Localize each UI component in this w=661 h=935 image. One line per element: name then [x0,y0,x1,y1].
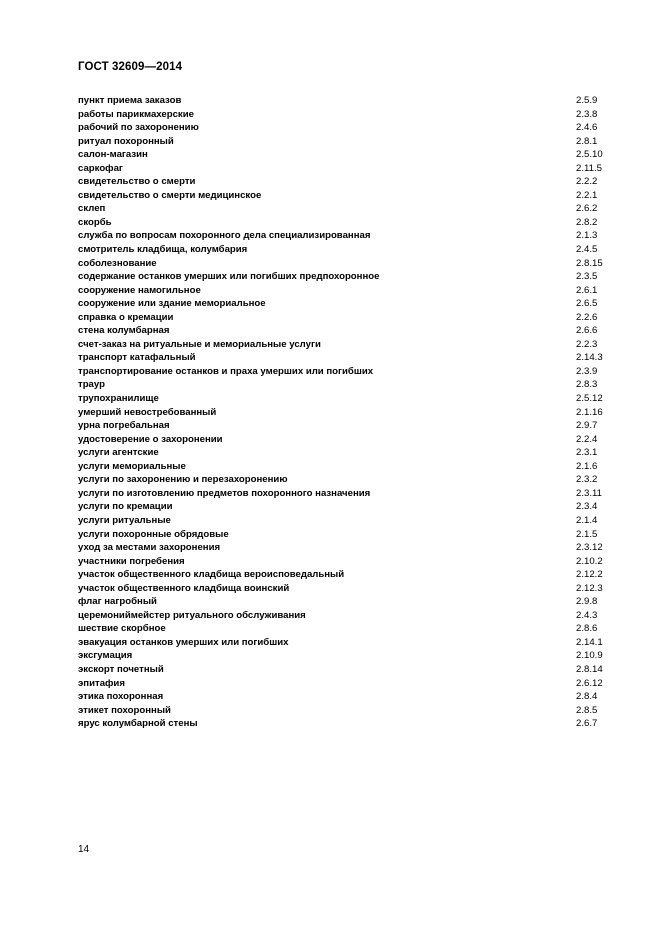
index-term: смотритель кладбища, колумбария [78,244,248,256]
index-term: услуги по изготовлению предметов похоронного назначения [78,487,371,499]
index-reference: 2.6.6 [576,325,598,337]
index-entry [78,487,618,501]
index-term: салон-магазин [78,149,148,161]
index-term: экскорт почетный [78,663,164,675]
index-entry [78,528,618,542]
index-entry [78,636,618,650]
index-reference: 2.14.1 [576,636,603,648]
index-entry [78,419,618,433]
index-term: склеп [78,203,106,215]
index-entry [78,243,618,257]
index-term: соболезнование [78,257,157,269]
index-term: этика похоронная [78,691,164,703]
index-entry [78,108,618,122]
index-entry [78,202,618,216]
index-reference: 2.4.6 [576,122,598,134]
alphabetical-index [78,94,618,731]
index-entry [78,704,618,718]
index-entry [78,324,618,338]
index-entry [78,555,618,569]
index-entry [78,121,618,135]
index-term: участники погребения [78,555,185,567]
index-term: церемониймейстер ритуального обслуживания [78,609,306,621]
index-entry [78,311,618,325]
index-term: содержание останков умерших или погибших предпохоронное [78,271,380,283]
index-reference: 2.6.12 [576,677,603,689]
index-term: трупохранилище [78,393,159,405]
index-entry [78,94,618,108]
index-term: стена колумбарная [78,325,170,337]
index-entry [78,446,618,460]
index-term: участок общественного кладбища воинский [78,582,290,594]
index-entry [78,297,618,311]
index-entry [78,378,618,392]
index-term: услуги мемориальные [78,460,186,472]
index-entry [78,229,618,243]
index-entry [78,135,618,149]
index-reference: 2.3.8 [576,108,598,120]
index-reference: 2.6.2 [576,203,598,215]
index-reference: 2.3.2 [576,474,598,486]
index-reference: 2.4.5 [576,244,598,256]
index-entry [78,189,618,203]
index-entry [78,257,618,271]
index-reference: 2.3.11 [576,487,602,499]
index-term: урна погребальная [78,420,170,432]
index-reference: 2.11.5 [576,162,602,174]
index-reference: 2.10.2 [576,555,603,567]
index-entry [78,284,618,298]
index-term: эвакуация останков умерших или погибших [78,636,289,648]
index-reference: 2.8.1 [576,135,598,147]
index-reference: 2.5.9 [576,95,598,106]
index-term: шествие скорбное [78,623,166,635]
index-reference: 2.8.4 [576,691,598,703]
index-reference: 2.8.15 [576,257,603,269]
index-reference: 2.6.7 [576,718,598,730]
index-entry [78,595,618,609]
index-term: услуги по захоронению и перезахоронению [78,474,288,486]
index-entry [78,162,618,176]
index-reference: 2.8.3 [576,379,598,391]
index-term: сооружение намогильное [78,284,201,296]
index-reference: 2.3.4 [576,501,598,513]
index-entry [78,500,618,514]
index-entry [78,351,618,365]
index-term: скорбь [78,216,112,228]
index-reference: 2.3.12 [576,542,603,554]
index-reference: 2.9.7 [576,420,598,432]
index-reference: 2.8.2 [576,216,598,228]
index-reference: 2.5.10 [576,149,603,161]
index-entry [78,514,618,528]
index-reference: 2.8.6 [576,623,598,635]
index-reference: 2.12.3 [576,582,603,594]
index-reference: 2.3.5 [576,271,598,283]
index-term: услуги агентские [78,447,159,459]
index-term: услуги похоронные обрядовые [78,528,229,540]
index-term: рабочий по захоронению [78,122,199,134]
page-number: 14 [78,844,90,855]
index-term: счет-заказ на ритуальные и мемориальные услуги [78,338,321,350]
index-reference: 2.1.3 [576,230,598,242]
index-term: траур [78,379,105,391]
index-reference: 2.9.8 [576,596,598,608]
index-entry [78,568,618,582]
index-term: сооружение или здание мемориальное [78,298,266,310]
index-entry [78,433,618,447]
index-reference: 2.1.6 [576,460,598,472]
document-header: ГОСТ 32609—2014 [78,61,183,73]
index-reference: 2.2.4 [576,433,598,445]
index-entry [78,460,618,474]
index-term: услуги ритуальные [78,514,171,526]
index-entry [78,690,618,704]
index-entry [78,649,618,663]
index-reference: 2.1.5 [576,528,598,540]
index-entry [78,582,618,596]
index-term: служба по вопросам похоронного дела специализированная [78,230,371,242]
index-reference: 2.12.2 [576,569,603,581]
index-reference: 2.14.3 [576,352,603,364]
index-term: свидетельство о смерти медицинское [78,189,262,201]
index-term: свидетельство о смерти [78,176,196,188]
index-term: эпитафия [78,677,125,689]
index-entry [78,663,618,677]
index-reference: 2.4.3 [576,609,598,621]
index-reference: 2.2.2 [576,176,598,188]
index-entry [78,622,618,636]
index-term: транспортирование останков и праха умерших или погибших [78,365,374,377]
index-term: флаг нагробный [78,596,157,608]
index-reference: 2.1.16 [576,406,603,418]
index-entry [78,216,618,230]
index-entry [78,148,618,162]
index-reference: 2.2.3 [576,338,598,350]
index-term: справка о кремации [78,311,174,323]
index-reference: 2.3.1 [576,447,598,459]
index-term: уход за местами захоронения [78,542,221,554]
index-term: саркофаг [78,162,123,174]
index-term: транспорт катафальный [78,352,196,364]
index-entry [78,270,618,284]
index-entry [78,406,618,420]
index-reference: 2.2.1 [576,189,598,201]
index-term: участок общественного кладбища вероисповедальный [78,569,345,581]
index-reference: 2.10.9 [576,650,603,662]
index-entry [78,677,618,691]
index-reference: 2.2.6 [576,311,598,323]
index-term: услуги по кремации [78,501,173,513]
index-reference: 2.1.4 [576,514,598,526]
index-term: ритуал похоронный [78,135,174,147]
index-term: удостоверение о захоронении [78,433,223,445]
index-entry [78,392,618,406]
index-entry [78,609,618,623]
index-reference: 2.6.1 [576,284,598,296]
index-entry [78,717,618,731]
index-reference: 2.5.12 [576,393,603,405]
index-entry [78,541,618,555]
index-reference: 2.6.5 [576,298,598,310]
index-entry [78,473,618,487]
index-entry [78,365,618,379]
index-term: этикет похоронный [78,704,171,716]
index-entry [78,175,618,189]
index-term: ярус колумбарной стены [78,718,198,730]
index-term: эксгумация [78,650,133,662]
index-reference: 2.8.5 [576,704,598,716]
index-reference: 2.8.14 [576,663,603,675]
index-entry [78,338,618,352]
index-term: работы парикмахерские [78,108,194,120]
index-term: умерший невостребованный [78,406,217,418]
index-term: пункт приема заказов [78,95,182,106]
index-reference: 2.3.9 [576,365,598,377]
